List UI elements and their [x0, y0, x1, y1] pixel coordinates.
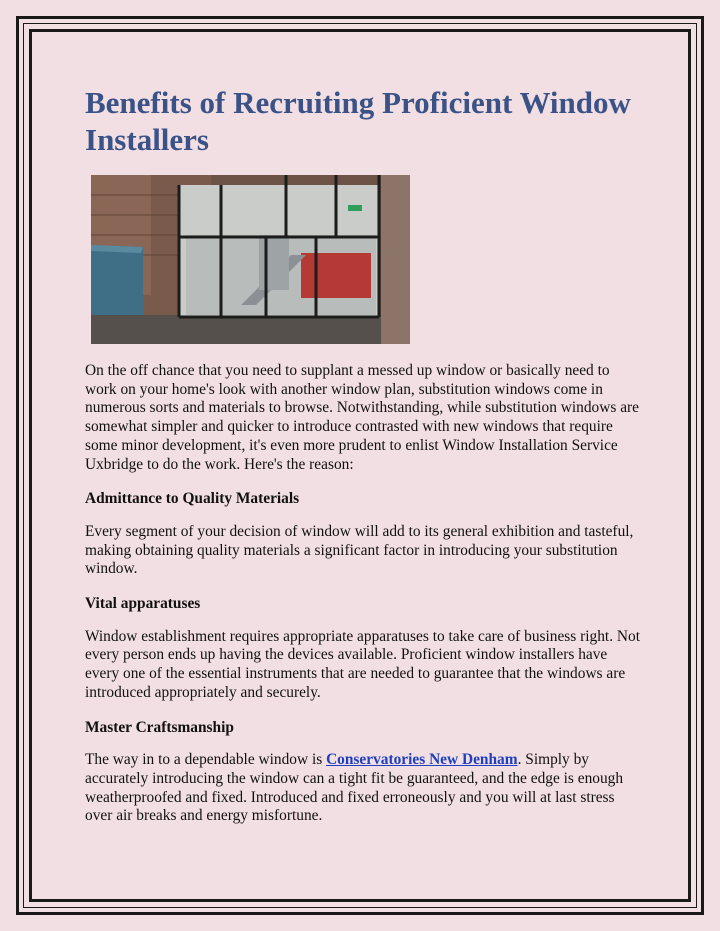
section-body-materials: Every segment of your decision of window will add to its general exhibition and tasteful, making obtaining quality materials a significant factor in introducing your substitution window. — [85, 522, 634, 578]
section-body-apparatuses: Window establishment requires appropriate apparatuses to take care of business right. Not every person ends up having the devices available. Proficient window installers have every one of the essential instruments that are needed to guarantee that the windows are introduced appropriately and securely. — [85, 627, 640, 701]
section-heading-craftsmanship: Master Craftsmanship — [85, 718, 234, 736]
page-title: Benefits of Recruiting Proficient Window Installers — [85, 85, 631, 157]
section-body-craftsmanship — [85, 751, 640, 826]
document-content — [85, 84, 640, 826]
conservatories-new-denham-link[interactable]: Conservatories New Denham — [326, 751, 518, 769]
window-installation-photo — [91, 175, 410, 344]
intro-paragraph: On the off chance that you need to supplant a messed up window or basically need to work on your home's look with another window plan, substitution windows come in numerous sorts and materials to browse. Notwithstanding, while substitution windows are somewhat simpler and quicker to introduce contrasted with new windows that require some minor development, it's even more prudent to enlist Window Installation Service Uxbridge to do the work. Here's the reason: — [85, 362, 639, 473]
craftsmanship-text-after: . Simply by accurately introducing the window can a tight fit be guaranteed, and the edge is enough weatherproofed and fixed. Introduced and fixed erroneously and you will at last stress over air breaks and energy misfortune. — [85, 751, 624, 825]
craftsmanship-text-before: The way in to a dependable window is — [85, 751, 327, 769]
section-heading-materials: Admittance to Quality Materials — [85, 490, 300, 508]
section-heading-apparatuses: Vital apparatuses — [85, 595, 201, 613]
